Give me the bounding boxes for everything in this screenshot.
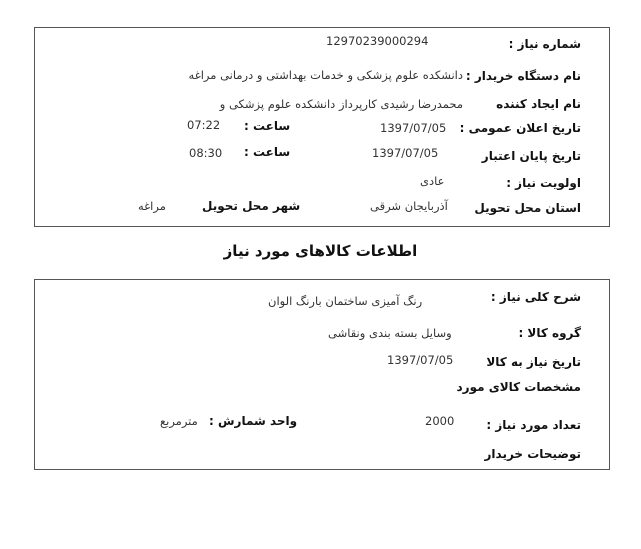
- announce-date-label: تاریخ اعلان عمومی :: [459, 121, 581, 135]
- goods-section-title: اطلاعات کالاهای مورد نیاز: [223, 242, 418, 260]
- specs-label: مشخصات کالای مورد: [456, 380, 581, 394]
- need-date-label: تاریخ نیاز به کالا: [486, 355, 581, 369]
- province-value: آذربایجان شرقی: [370, 199, 448, 213]
- announce-time-value: 07:22: [187, 118, 221, 132]
- buyer-value: دانشکده علوم پزشکی و خدمات بهداشتی و درمانی مراغه: [188, 68, 463, 82]
- announce-date-value: 1397/07/05: [380, 121, 447, 135]
- announce-time-label: ساعت :: [244, 119, 291, 133]
- unit-value: مترمربع: [160, 414, 198, 428]
- city-label: شهر محل تحویل: [202, 199, 301, 213]
- priority-label: اولویت نیاز :: [506, 176, 581, 190]
- description-value: رنگ آمیزی ساختمان بارنگ الوان: [268, 294, 423, 308]
- deadline-time-value: 08:30: [189, 146, 223, 160]
- creator-value: محمدرضا رشیدی کارپرداز دانشکده علوم پزشکی و: [219, 97, 463, 111]
- deadline-time-label: ساعت :: [244, 145, 291, 159]
- description-label: شرح کلی نیاز :: [490, 290, 581, 304]
- buyer-notes-label: توضیحات خریدار: [484, 447, 581, 461]
- creator-label: نام ایجاد کننده: [496, 97, 581, 111]
- unit-label: واحد شمارش :: [209, 414, 298, 428]
- need-date-value: 1397/07/05: [387, 353, 454, 367]
- province-label: استان محل تحویل: [474, 201, 581, 215]
- group-value: وسایل بسته بندی ونقاشی: [328, 326, 452, 340]
- buyer-label: نام دستگاه خریدار :: [465, 69, 581, 83]
- qty-label: تعداد مورد نیاز :: [486, 418, 581, 432]
- group-label: گروه کالا :: [518, 326, 581, 340]
- need-number-label: شماره نیاز :: [508, 37, 581, 51]
- qty-value: 2000: [425, 414, 455, 428]
- deadline-label: تاریخ پایان اعتبار: [481, 149, 581, 163]
- city-value: مراغه: [138, 199, 166, 213]
- need-number-value: 12970239000294: [326, 34, 429, 48]
- deadline-date-value: 1397/07/05: [372, 146, 439, 160]
- priority-value: عادی: [420, 174, 445, 188]
